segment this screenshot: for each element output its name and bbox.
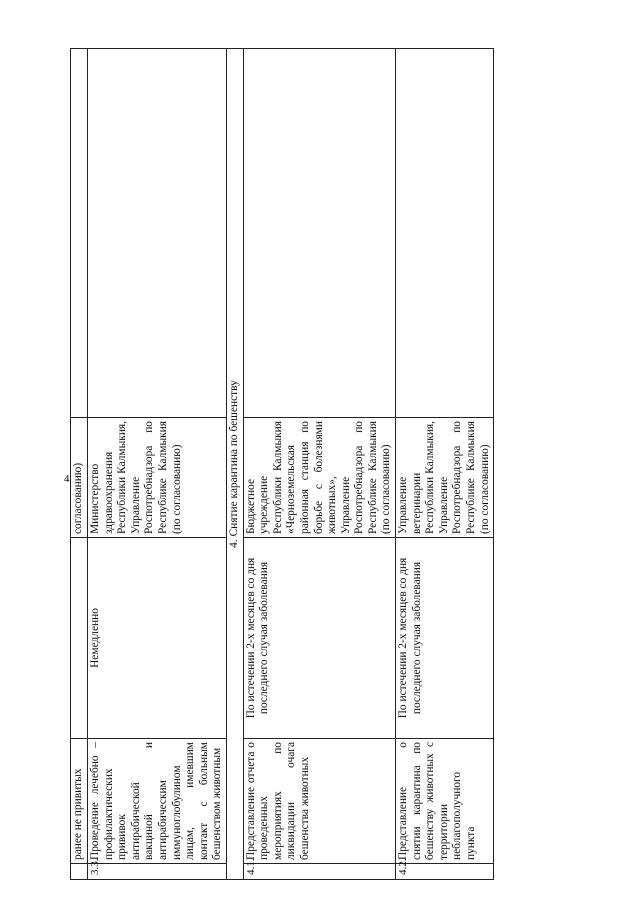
cell-term xyxy=(71,538,88,739)
cell-term: По истечении 2-х месяцев со дня последнего случая заболевания xyxy=(396,538,494,739)
table-row xyxy=(243,49,396,880)
page-number: 4 xyxy=(64,473,70,485)
cell-responsible: Бюджетное учреждение Республики Калмыкия «Черноземельская районная станция по борьбе с болезнями животных», Управление Роспотребнадзора по Республике Калмыкия (по согласованию) xyxy=(243,418,396,538)
cell-empty xyxy=(243,49,396,418)
table-row xyxy=(88,49,227,880)
cell-empty xyxy=(396,49,494,418)
table-row xyxy=(71,49,88,880)
cell-num: 4.1. xyxy=(243,864,396,880)
measures-table xyxy=(70,48,494,880)
cell-action: Представление о снятии карантина по бешенству животных с территории неблагополучного пункта xyxy=(396,739,494,864)
cell-num: 4.2. xyxy=(396,864,494,880)
cell-action: Проведение лечебно – профилактических прививок антирабической вакциной и антирабическим иммуноглобулином лицам, имевшим контакт с больным бешенством животным xyxy=(88,739,227,864)
cell-responsible: согласованию) xyxy=(71,418,88,538)
cell-empty xyxy=(88,49,227,418)
cell-action: ранее не привитых xyxy=(71,739,88,864)
cell-action: Представление отчета о проведенных мероприятиях по ликвидации очага бешенства животных xyxy=(243,739,396,864)
table-row xyxy=(396,49,494,880)
cell-term: Немедленно xyxy=(88,538,227,739)
cell-responsible: Министерство здравоохранения Республики Калмыкия, Управление Роспотребнадзора по Республике Калмыкия (по согласованию) xyxy=(88,418,227,538)
section-row xyxy=(226,49,243,880)
rotated-table-container xyxy=(70,49,491,880)
cell-num xyxy=(71,864,88,880)
cell-responsible: Управление ветеринарии Республики Калмыкия, Управление Роспотребнадзора по Республике Калмыкия (по согласованию) xyxy=(396,418,494,538)
cell-term: По истечении 2-х месяцев со дня последнего случая заболевания xyxy=(243,538,396,739)
cell-num: 3.3. xyxy=(88,864,227,880)
section-title: 4. Снятие карантина по бешенству xyxy=(226,49,243,880)
cell-empty xyxy=(71,49,88,418)
